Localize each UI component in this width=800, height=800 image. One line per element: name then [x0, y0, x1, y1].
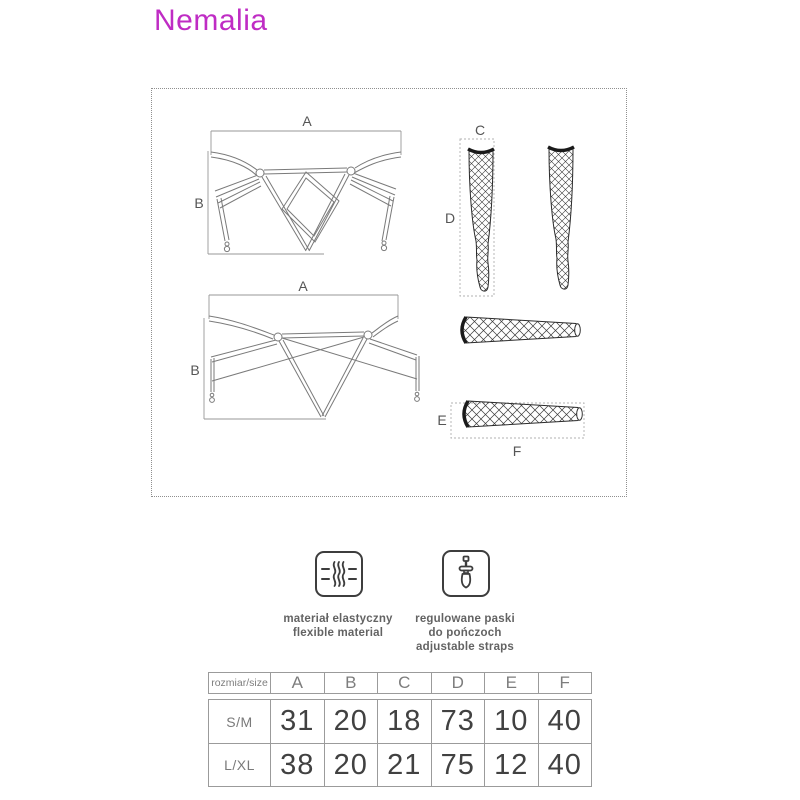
col-header-f: F [538, 673, 592, 693]
dim-label-f: F [512, 443, 522, 459]
cell-sm-f: 40 [538, 700, 592, 743]
cell-sm-e: 10 [484, 700, 538, 743]
tube-top [462, 317, 580, 343]
cell-sm-d: 73 [431, 700, 485, 743]
dim-label-b-front: B [194, 195, 204, 211]
caption-line: regulowane paski [415, 613, 515, 625]
dim-label-c: C [474, 122, 486, 138]
feature-caption-elastic [283, 612, 392, 640]
caption-line: flexible material [292, 627, 384, 639]
caption-line: adjustable straps [416, 641, 514, 653]
stockings-group [445, 122, 574, 296]
back-rings-and-clips [210, 331, 420, 402]
cell-sm-b: 20 [324, 700, 378, 743]
cell-lxl-b: 20 [324, 743, 378, 786]
col-header-a: A [270, 673, 324, 693]
adjustable-straps-icon [442, 550, 490, 597]
cell-lxl-a: 38 [270, 743, 324, 786]
dim-label-e: E [437, 412, 447, 428]
garter-back-view [190, 278, 419, 419]
front-garment-lines [211, 152, 401, 251]
cell-lxl-e: 12 [484, 743, 538, 786]
size-table-header [208, 672, 592, 694]
row-label-sm: S/M [226, 713, 253, 730]
cell-lxl-d: 75 [431, 743, 485, 786]
page-title: Nemalia [154, 4, 268, 37]
tubes-group [437, 317, 584, 459]
col-header-size: rozmiar/size [211, 677, 268, 689]
stocking-right [548, 147, 574, 289]
back-garment-lines [209, 316, 419, 417]
tube-bottom [464, 401, 582, 427]
caption-line: do pończoch [428, 627, 502, 639]
cell-lxl-c: 21 [377, 743, 431, 786]
cell-sm-a: 31 [270, 700, 324, 743]
stocking-left [468, 149, 494, 291]
caption-line: materiał elastyczny [283, 613, 393, 625]
dim-label-a-back: A [298, 278, 308, 294]
feature-caption-straps [415, 612, 515, 654]
col-header-d: D [431, 673, 485, 693]
cell-lxl-f: 40 [538, 743, 592, 786]
col-header-c: C [377, 673, 431, 693]
technical-drawing-svg [152, 89, 626, 496]
dim-label-b-back: B [190, 362, 200, 378]
cell-sm-c: 18 [377, 700, 431, 743]
diagram-panel [151, 88, 627, 497]
col-header-b: B [324, 673, 378, 693]
dim-label-d: D [444, 210, 456, 226]
dim-label-a-front: A [302, 113, 312, 129]
size-table-body [208, 699, 592, 787]
back-dimension-lines [204, 295, 398, 419]
col-header-e: E [484, 673, 538, 693]
garter-front-view [194, 113, 401, 254]
row-label-lxl: L/XL [209, 743, 270, 786]
elastic-material-icon [315, 551, 363, 597]
front-dimension-lines [208, 131, 401, 254]
